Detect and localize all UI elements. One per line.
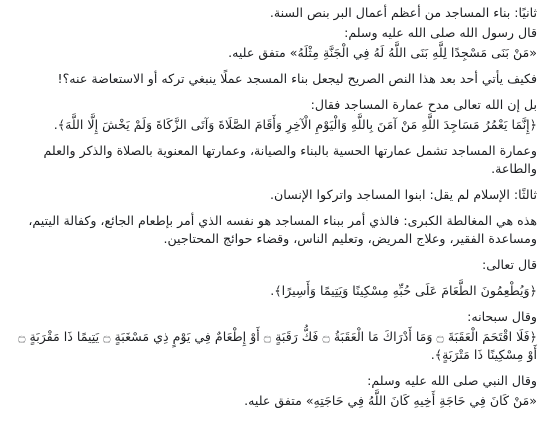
quran-intro-3: وقال سبحانه: [467, 309, 537, 324]
hadith-quote-brother: «مَنْ كَانَ فِي حَاجَةِ أَخِيهِ كَانَ اللَّهُ فِي حَاجَتِهِ» متفق عليه. [244, 393, 537, 408]
hadith-intro: قال رسول الله صلى الله عليه وسلم: [344, 25, 537, 40]
quran-verse-aqabah: ﴿فَلَا اقْتَحَمَ الْعَقَبَةَ ۝ وَمَا أَدْرَاكَ مَا الْعَقَبَةُ ۝ فَكُّ رَقَبَةٍ ۝ أَوْ إِطْعَامٌ فِي يَوْمٍ ذِي مَسْغَبَةٍ ۝ يَتِيمًا ذَا مَقْرَبَةٍ ۝ أَوْ مِسْكِينًا ذَا مَتْرَبَةٍ﴾. [18, 329, 537, 362]
mosque-maintenance-paragraph: وعمارة المساجد تشمل عمارتها الحسية بالبناء والصيانة، وعمارتها المعنوية بالصلاة والذكر والعلم والطاعة. [43, 143, 537, 176]
fallacy-paragraph: هذه هي المغالطة الكبرى: فالذي أمر ببناء المساجد هو نفسه الذي أمر بإطعام الجائع، وكفالة اليتيم، ومساعدة الفقير، وعلاج المريض، وتعليم الناس، وقضاء حوائج المحتاجين. [28, 213, 537, 246]
quran-intro-2: قال تعالى: [481, 257, 537, 272]
section-heading-third: ثالثًا: الإسلام لم يقل: ابنوا المساجد واتركوا الإنسان. [270, 187, 537, 202]
section-heading-second: ثانيًا: بناء المساجد من أعظم أعمال البر بنص السنة. [269, 5, 537, 20]
quran-intro: بل إن الله تعالى مدح عمارة المساجد فقال: [310, 97, 537, 112]
rhetorical-question: فكيف يأتي أحد بعد هذا النص الصريح ليجعل بناء المسجد عملًا ينبغي تركه أو الاستعاضة عنه؟! [57, 71, 537, 86]
quran-verse-feeding: ﴿وَيُطْعِمُونَ الطَّعَامَ عَلَى حُبِّهِ مِسْكِينًا وَيَتِيمًا وَأَسِيرًا﴾. [270, 283, 537, 298]
hadith-intro-2: وقال النبي صلى الله عليه وسلم: [367, 373, 537, 388]
quran-verse-mosques: ﴿إِنَّمَا يَعْمُرُ مَسَاجِدَ اللَّهِ مَنْ آمَنَ بِاللَّهِ وَالْيَوْمِ الْآخِرِ وَأَقَامَ الصَّلَاةَ وَآتَى الزَّكَاةَ وَلَمْ يَخْشَ إِلَّا اللَّهَ﴾. [53, 117, 537, 132]
hadith-quote-mosque: «مَنْ بَنَى مَسْجِدًا لِلَّهِ بَنَى اللَّهُ لَهُ فِي الْجَنَّةِ مِثْلَهُ» متفق عليه. [228, 45, 537, 60]
